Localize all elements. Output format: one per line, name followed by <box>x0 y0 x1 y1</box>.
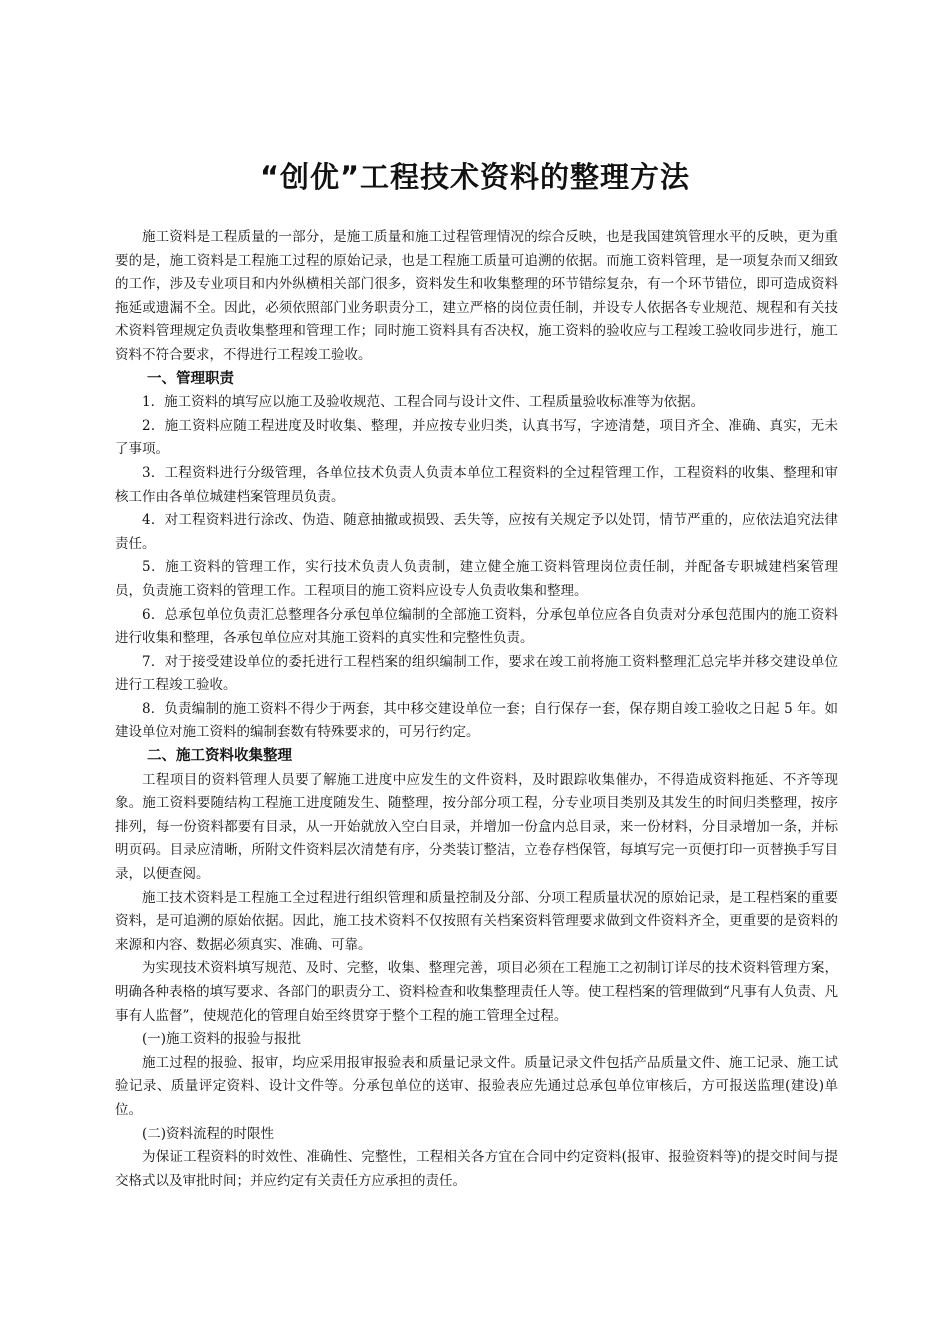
management-item-4: 4．对工程资料进行涂改、伪造、随意抽撤或损毁、丢失等，应按有关规定予以处罚，情节严重的，应依法追究法律责任。 <box>115 512 838 552</box>
management-item-5: 5．施工资料的管理工作，实行技术负责人负责制，建立健全施工资料管理岗位责任制，并配备专职城建档案管理员，负责施工资料的管理工作。工程项目的施工资料应设专人负责收集和整理。 <box>115 559 838 599</box>
collection-paragraph-3: 为实现技术资料填写规范、及时、完整，收集、整理完善，项目必须在工程施工之初制订详尽的技术资料管理方案，明确各种表格的填写要求、各部门的职责分工、资料检查和收集整理责任人等。使工程档案的管理做到“凡事有人负责、凡事有人监督”，使规范化的管理自始至终贯穿于整个工程的施工管理全过程。 <box>115 960 838 1024</box>
subsection-heading-timeliness: (二)资料流程的时限性 <box>142 1125 275 1142</box>
section-heading-collection: 二、施工资料收集整理 <box>147 748 292 765</box>
management-item-6: 6．总承包单位负责汇总整理各分承包单位编制的全部施工资料，分承包单位应各自负责对分承包范围内的施工资料进行收集和整理，各承包单位应对其施工资料的真实性和完整性负责。 <box>115 606 838 647</box>
intro-paragraph: 施工资料是工程质量的一部分，是施工质量和施工过程管理情况的综合反映，也是我国建筑管理水平的反映，更为重要的是，施工资料是工程施工过程的原始记录，也是工程施工质量可追溯的依据。而施工资料管理，是一项复杂而又细致的工作，涉及专业项目和内外纵横相关部门很多，资料发生和收集整理的环节错综复杂，有一个环节错位，即可造成资料拖延或遗漏不全。因此，必须依照部门业务职责分工，建立严格的岗位责任制，并设专人依据各专业规范、规程和有关技术资料管理规定负责收集整理和管理工作；同时施工资料具有否决权，施工资料的验收应与工程竣工验收同步进行，施工资料不符合要求，不得进行工程竣工验收。 <box>115 229 838 363</box>
management-item-7: 7．对于接受建设单位的委托进行工程档案的组织编制工作，要求在竣工前将施工资料整理汇总完毕并移交建设单位进行工程竣工验收。 <box>115 653 838 694</box>
document-title: “创优”工程技术资料的整理方法 <box>259 160 691 194</box>
timeliness-paragraph: 为保证工程资料的时效性、准确性、完整性，工程相关各方宜在合同中约定资料(报审、报验资料等)的提交时间与提交格式以及审批时间；并应约定有关责任方应承担的责任。 <box>115 1149 838 1189</box>
collection-paragraph-1: 工程项目的资料管理人员要了解施工进度中应发生的文件资料，及时跟踪收集催办，不得造成资料拖延、不齐等现象。施工资料要随结构工程施工进度随发生、随整理，按分部分项工程，分专业项目类别及其发生的时间归类整理，按序排列，每一份资料都要有目录，从一开始就放入空白目录，并增加一份盒内总目录，来一份材料，分目录增加一条，并标明页码。目录应清晰，所附文件资料层次清楚有序，分类装订整洁，立卷存档保管，每填写完一页便打印一页替换手写目录，以便查阅。 <box>115 771 838 883</box>
subsection-heading-approval: (一)施工资料的报验与报批 <box>142 1031 302 1048</box>
section-heading-management: 一、管理职责 <box>147 370 234 387</box>
document-body <box>115 226 838 1193</box>
management-item-1: 1．施工资料的填写应以施工及验收规范、工程合同与设计文件、工程质量验收标准等为依据。 <box>142 394 705 411</box>
approval-paragraph: 施工过程的报验、报审，均应采用报审报验表和质量记录文件。质量记录文件包括产品质量文件、施工记录、施工试验记录、质量评定资料、设计文件等。分承包单位的送审、报验表应先通过总承包单位审核后，方可报送监理(建设)单位。 <box>115 1054 838 1118</box>
management-item-2: 2．施工资料应随工程进度及时收集、整理，并应按专业归类，认真书写，字迹清楚，项目齐全、准确、真实，无未了事项。 <box>115 417 838 458</box>
management-item-3: 3．工程资料进行分级管理，各单位技术负责人负责本单位工程资料的全过程管理工作，工程资料的收集、整理和审核工作由各单位城建档案管理员负责。 <box>115 464 838 505</box>
collection-paragraph-2: 施工技术资料是工程施工全过程进行组织管理和质量控制及分部、分项工程质量状况的原始记录，是工程档案的重要资料，是可追溯的原始依据。因此，施工技术资料不仅按照有关档案资料管理要求做到文件资料齐全，更重要的是资料的来源和内容、数据必须真实、准确、可靠。 <box>115 889 838 953</box>
management-item-8: 8．负责编制的施工资料不得少于两套，其中移交建设单位一套；自行保存一套，保存期自竣工验收之日起 5 年。如建设单位对施工资料的编制套数有特殊要求的，可另行约定。 <box>115 700 838 741</box>
